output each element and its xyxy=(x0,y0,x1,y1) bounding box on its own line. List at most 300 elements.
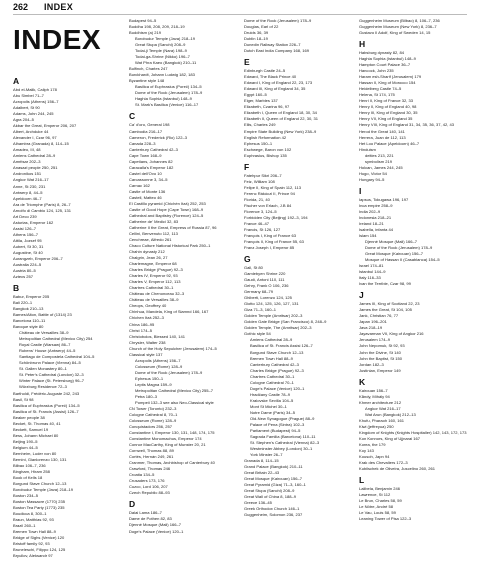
index-entry: Grand Palace (Bangkok) 210–11 xyxy=(244,464,303,470)
index-entry: Greece 136–45 xyxy=(244,500,272,506)
index-entry: Cathedral and Baptistry (Florence) 124–5 xyxy=(129,212,204,218)
index-entry: Herrera, Juan de 112, 113 xyxy=(359,134,406,140)
index-entry: Lalibela, Benjamin 246 xyxy=(359,486,400,492)
index-subentry: Metropolitan Cathedral (Mexico City) 255–7 xyxy=(135,387,214,393)
index-entry: CN Tower (Toronto) 232–3 xyxy=(129,405,177,411)
index-entry: Bangkok 210–13 xyxy=(13,306,44,312)
index-entry: Amiens Cathedral 28–9 xyxy=(13,153,56,159)
index-entry: Carcassonne 3, 34–5 xyxy=(129,176,168,182)
index-entry: Bess, Johann Michael 80 xyxy=(13,432,59,438)
index-entry: Kon Konnors, King of Ujjnarai 167 xyxy=(359,435,420,441)
index-entry: Ivan the Terrible, Czar 98, 99 xyxy=(359,281,411,287)
index-entry: Bilbao 106–7, 236 xyxy=(13,462,46,468)
index-entry: Guggenheim Museum (Bilbao) 8, 106–7, 236 xyxy=(359,18,440,23)
index-entry: Byzantine style 148 xyxy=(129,78,165,84)
index-entry: Giotto 124, 125, 126, 127, 131 xyxy=(244,301,299,307)
page-header xyxy=(0,0,480,18)
index-entry: Brazil 260–1 xyxy=(13,523,36,529)
index-entry: Chaco Culture National Historical Park 250–1 xyxy=(129,243,211,249)
index-entry: Guggenheim Museum (New York) 8, 236–7 xyxy=(359,24,437,30)
index-subentry: Borobudur Temple (Java) 218–19 xyxy=(135,36,195,42)
index-entry: Islam 154 xyxy=(359,232,377,238)
index-entry: Hinduism xyxy=(359,146,376,152)
index-letter-heading: G xyxy=(244,254,251,265)
index-entry: Augustine, St 40 xyxy=(13,249,43,255)
index-letter-heading: D xyxy=(129,499,136,510)
index-entry: Douglas, Earl of 22 xyxy=(244,24,279,30)
index-letter-heading: L xyxy=(359,475,365,486)
index-entry: Empire State Building (New York) 238–9 xyxy=(244,128,317,134)
index-entry: Gamlebyen Shrine 220 xyxy=(244,271,286,277)
index-subentry: Schönbrunn Palace (Vienna) 84–5 xyxy=(19,360,81,366)
index-entry: Ephesus 150–1 xyxy=(244,140,273,146)
index-entry: Bartholdi, Frédéric-Auguste 242, 243 xyxy=(13,390,80,396)
index-entry: Le Brun, Charles 58, 59 xyxy=(359,498,402,504)
index-subentry: Amiens Cathedral 28–9 xyxy=(250,337,293,343)
index-entry: Constantine I, Emperor 130, 131, 148, 174, 175 xyxy=(129,430,215,436)
index-entry: Agra 204–5 xyxy=(13,117,34,123)
index-subentry: St. Stephen's Cathedral (Vienna) 82–3 xyxy=(250,439,320,445)
index-entry: Elizabeth, Czarina 96, 97 xyxy=(244,104,290,110)
index-subentry: Kralovske Sevilla 104–5 xyxy=(250,397,294,403)
index-entry: Inca empire 258–9 xyxy=(359,202,393,208)
index-entry: Ferenc Rákóczi II, Prince 94 xyxy=(244,190,295,196)
index-entry: Gustavo Il Adolf, King of Sweden 14, 15 xyxy=(359,30,431,36)
index-entry: Alhambra (Granada) 8, 114–15 xyxy=(13,141,69,147)
index-subentry: Royal Castle (Warsaw) 86–7 xyxy=(19,342,71,348)
index-letter-heading: H xyxy=(359,39,366,50)
index-entry: Germany 68–79 xyxy=(244,289,274,295)
index-entry: Cape Town 168–9 xyxy=(129,152,162,158)
index-entry: Edward, The Black Prince 40 xyxy=(244,74,297,80)
index-entry: Boston Massacre (1770) 235 xyxy=(13,499,65,505)
index-entry: Le Vau, Louis 58, 59 xyxy=(359,510,396,516)
index-entry: Chrysler, Walter 238 xyxy=(129,339,166,345)
index-entry: Egypt 160–5 xyxy=(244,92,267,98)
index-subentry: Parliament (Budapest) 94–5 xyxy=(250,427,301,433)
index-subentry: Palace of Pena (Sintra) 102–3 xyxy=(250,421,305,427)
index-subentry: Cologne Cathedral 70–1 xyxy=(250,379,294,385)
index-entry: Francis, St 126, 127 xyxy=(244,226,281,232)
index-entry: India 202–9 xyxy=(359,208,381,214)
index-column-3 xyxy=(244,18,352,518)
index-entry: Albert, Archduke 44 xyxy=(13,129,49,135)
index-subentry: St. Mark's Basilica (Venice) 116–17 xyxy=(135,102,199,108)
index-entry: Chichen Itzá 252–3 xyxy=(129,315,164,321)
index-subentry: Acropolis (Athens) 156–7 xyxy=(135,357,181,363)
index-entry: Holcan, James 244, 245 xyxy=(359,164,403,170)
index-entry: Basilica of Euphrasius (Poreč) 134–5 xyxy=(13,402,80,408)
index-entry: John Nepomuk, St 92, 93 xyxy=(359,343,405,349)
index-entry: Barnes/Alton, Battle of (1314) 23 xyxy=(13,312,72,318)
index-entry: Henry III, King of England 30, 35 xyxy=(359,110,418,116)
index-entry: Edinburgh Castle 24–5 xyxy=(244,68,286,74)
index-entry: Arnolfo di Cambio 124, 125, 131 xyxy=(13,207,72,213)
index-entry: Kairouan 156–7 xyxy=(359,387,388,393)
index-entry: Henry II, King of England 40, 98 xyxy=(359,104,417,110)
index-entry: Henry VII, King of England 35 xyxy=(359,116,413,122)
index-entry: Château de Chenonceau 32–3 xyxy=(129,291,185,297)
index-entry: Eiger, Marbles 137 xyxy=(244,98,278,104)
index-entry: Leaning Tower of Pisa 122–3 xyxy=(359,516,412,522)
index-entry: Bernini, Gianlorenzo 130, 131 xyxy=(13,456,67,462)
index-entry: Beaker people 38 xyxy=(13,414,45,420)
index-entry: Ara de Triomphe (Paris) 8, 26–7 xyxy=(13,201,71,207)
index-entry: Greek Orthodox Church 146–1 xyxy=(244,506,300,512)
index-entry: Christ 174–5 xyxy=(129,327,152,333)
index-entry: Andronikos 151 xyxy=(13,171,42,177)
index-entry: Chinhua, Mandela, King of Siamnd 166, 167 xyxy=(129,309,209,315)
index-entry: Antwerp 8, 44–5 xyxy=(13,189,43,195)
index-subentry: Winter Palace (St. Petersburg) 96–7 xyxy=(19,378,85,384)
index-entry: François I, King of France 63 xyxy=(244,232,296,238)
index-entry: Acropolis (Athens) 156–7 xyxy=(13,99,59,105)
index-subentry: Mont St Michel 30–1 xyxy=(250,403,287,409)
index-entry: Christobolos, Blessed 140, 141 xyxy=(129,333,186,339)
index-entry: Athens 156–7 xyxy=(13,231,38,237)
index-entry: Borobudur Temple (Java) 218–19 xyxy=(13,487,73,492)
index-entry: Great Pyramid (Giza) 71–3, 160–1 xyxy=(244,482,306,488)
index-subentry: Westminster Abbey (London) 30–1 xyxy=(250,446,313,451)
index-entry: Gaudí, Antoni 110, 111 xyxy=(244,277,285,283)
index-letter-heading: E xyxy=(244,57,250,68)
index-entry: Feiz, William 108 xyxy=(244,178,275,184)
index-subentry: Great Mosque (Kairouan) 156–7 xyxy=(365,251,424,257)
index-entry: Herod the Great 140, 141 xyxy=(359,128,405,134)
index-entry: Bingham, Hiram 258 xyxy=(13,468,50,474)
index-entry: Castell, Matteo 46 xyxy=(129,194,162,200)
index-entry: Ireland 18–21 xyxy=(359,220,384,226)
index-entry: Euphrasius, Bishop 135 xyxy=(244,152,287,158)
index-entry: Gehry, Frank O 106, 236 xyxy=(244,283,289,289)
index-entry: Cornwell, Thomas 88, 89 xyxy=(129,448,174,454)
index-entry: Het Loo Palace (Apeldoorn) 46–7 xyxy=(359,140,420,146)
index-entry: Jank, Christian 76, 77 xyxy=(359,313,399,319)
index-entry: Kåndy, Mihály 94 xyxy=(359,393,390,399)
index-entry: Canada 228–3 xyxy=(129,140,156,146)
index-entry: Felipe II, King of Spain 112, 113 xyxy=(244,184,301,190)
index-entry: Canterbury Cathedral 42–3 xyxy=(129,146,178,152)
index-entry: Beijing 190–5 xyxy=(13,438,38,444)
index-entry: Ghiberti, Lorenzo 124, 125 xyxy=(244,295,292,301)
index-entry: Dame de Pothen 82, 83 xyxy=(129,516,172,522)
index-entry: Carnac 162 xyxy=(129,182,150,188)
index-entry: Hancock, John 235 xyxy=(359,68,394,74)
index-entry: Braun, Matthias 92, 93 xyxy=(13,517,54,523)
index-subentry: Todai-ji Temple (Nara) 198–9 xyxy=(135,48,187,54)
index-entry: Angkor Wat 216–17 xyxy=(13,177,49,183)
index-subentry: Hradčany Castle 78–9 xyxy=(250,391,291,397)
index-entry: Croatia 134–5 xyxy=(129,472,155,478)
index-entry: Chartres Cathedral 30–1 xyxy=(129,285,174,291)
index-subentry: Great Stupa (Sanchi) 208–9 xyxy=(135,42,186,48)
index-entry: Akbar the Great, Emperor 206, 207 xyxy=(13,123,77,129)
index-entry: Basil, St 98 xyxy=(13,396,34,402)
index-entry: Boston 234–5 xyxy=(13,493,38,499)
index-entry: Koy 143 xyxy=(359,447,374,453)
index-entry: Haghia Sophia (Istanbul) 148–9 xyxy=(359,56,416,62)
index-entry: Assisi 126–7 xyxy=(13,225,36,231)
index-subentry: St. Peter's Cathedral (London) 32–3 xyxy=(19,372,84,378)
index-entry: Haram esh-Sharif (Jerusalem) 179 xyxy=(359,74,422,80)
index-entry: Eschwege, Baron von 102 xyxy=(244,146,292,152)
index-entry: John the Baptist, St 150 xyxy=(359,355,402,361)
index-entry: Doge's Palace (Venice) 120–1 xyxy=(129,528,184,534)
index-entry: Italy 116–33 xyxy=(359,275,381,281)
index-entry: Boston Tea Party (1773) 235 xyxy=(13,505,65,511)
index-entry: Barcelona 110–11 xyxy=(13,318,46,324)
index-letter-heading: C xyxy=(129,111,136,122)
index-entry: Charles V, Emperor 112, 113 xyxy=(129,279,181,285)
index-entry: James the Great, St 104, 105 xyxy=(359,307,412,313)
index-subentry: Doge's Palace (Venice) 120–1 xyxy=(250,385,305,391)
index-entry: Buddhism (a) 219 xyxy=(129,30,161,36)
index-entry: Capetians, Johannes 82 xyxy=(129,158,173,164)
index-entry: Anne, St 230, 231 xyxy=(13,183,46,189)
index-entry: Great Stupa (Sanchi) 208–9 xyxy=(244,488,295,494)
index-entry: Dome of the Rock (Jerusalem) 178–9 xyxy=(244,18,312,23)
index-entry: Khufu, Pharaoh 160, 161 xyxy=(359,417,405,423)
index-subentry: symbolism 219 xyxy=(365,158,392,164)
index-entry: Amritsar 202–3 xyxy=(13,159,41,165)
index-subentry: Würzburg Residence 72–3 xyxy=(19,384,67,390)
index-entry: Justinian, Emperor 149 xyxy=(359,367,401,373)
index-entry: Cenchreae, Alfredo 261 xyxy=(129,237,172,243)
index-entry: Bernheim, Luder von 80 xyxy=(13,450,57,456)
index-entry: Adalbert, St 90 xyxy=(13,105,40,111)
index-entry: Heidelberg Castle 74–5 xyxy=(359,86,402,92)
index-subentry: Colosseum (Rome) 128–9 xyxy=(135,363,183,369)
index-entry: China 186–95 xyxy=(129,321,155,327)
index-entry: Australia 224–5 xyxy=(13,261,42,267)
index-entry: Amadeo, III, 48 xyxy=(13,147,41,153)
index-column-1 xyxy=(13,73,121,559)
index-entry: Baroque style 80 xyxy=(13,324,44,330)
index-subentry: Leptis Magna 159–9 xyxy=(135,381,172,387)
index-entry: Chalgrin, Jean 26, 27 xyxy=(129,255,168,261)
index-subentry: St. Gallen Monastery 80–1 xyxy=(19,366,67,372)
index-letter-heading: F xyxy=(244,161,250,172)
index-subentry: Rubens' House (Antwerp) 44–5 xyxy=(19,348,76,354)
index-entry: Java 218–19 xyxy=(359,325,383,331)
index-entry: Giza 71–3, 160–1 xyxy=(244,307,276,313)
index-subentry: Sagrada Familia (Barcelona) 110–11 xyxy=(250,433,316,439)
index-entry: Granada 8, 114–15 xyxy=(244,458,279,464)
index-subentry: Angkor Wat 216–17 xyxy=(365,405,401,411)
index-subentry: Santiago de Compostela Cathedral 104–5 xyxy=(19,354,95,360)
index-entry: Aurangzeb, Emperor 206–7 xyxy=(13,255,63,261)
index-entry: Golden Temple, The (Amritsar) 202–3 xyxy=(244,325,312,331)
index-entry: Ca' d'oro, General 198 xyxy=(129,122,170,128)
index-entry: Castle of Monte 136 xyxy=(129,188,166,194)
index-entry: Buddha 198, 208, 209, 218–19 xyxy=(129,24,185,30)
index-entry: Bremen Town Hall 88–9 xyxy=(13,529,56,535)
index-entry: Japan 196–201 xyxy=(359,319,387,325)
index-entry: Charles IV, Emperor 92, 93 xyxy=(129,273,178,279)
index-entry: Krak des Chevaliers 172–3 xyxy=(359,460,408,465)
index-entry: Jordan 182–3 xyxy=(359,361,384,367)
index-entry: Catherine II the Great, Empress of Russia 87, 96 xyxy=(129,225,217,230)
index-entry: Forbidden City (Beijing) 192–3, 194 xyxy=(244,214,308,220)
index-entry: Beckett, Samuel 19 xyxy=(13,426,49,432)
index-entry: Budapest 94–5 xyxy=(129,18,157,23)
index-entry: Djenné Mosque (Mali) 166–7 xyxy=(129,522,181,528)
index-entry: Kubilschek de Oliveira, Juscelino 260, 261 xyxy=(359,466,436,472)
index-entry: Istanbul 144–9 xyxy=(359,269,386,275)
index-entry: Isabella, infanta 44 xyxy=(359,226,393,232)
index-entry: Constantine Monomachus, Emperor 174 xyxy=(129,436,202,442)
index-entry: Elizabeth II, Queen of England 22, 30, 31 xyxy=(244,116,319,122)
index-entry: François II, King of France 55, 63 xyxy=(244,239,304,244)
index-column-4 xyxy=(359,18,467,522)
index-entry: Golden Gate Bridge (San Francisco) 8, 248–9 xyxy=(244,319,327,325)
index-entry: Gall, St 80 xyxy=(244,265,263,271)
index-entry: Edward III, King of England 34, 35 xyxy=(244,86,306,92)
index-entry: Bruneleschi, Filippo 124, 125 xyxy=(13,547,66,553)
index-entry: Abu Simbel 71–7 xyxy=(13,93,44,99)
index-entry: Great Britain 22–43 xyxy=(244,470,280,476)
index-entry: Edward I, King of England 22, 23, 173 xyxy=(244,80,313,86)
index-subentry: Pompeii 132–3 see also Neo-Classical style xyxy=(135,399,214,405)
index-subentry: Mosque of Hassan II (Casablanca) 154–5 xyxy=(365,257,440,263)
index-entry: Château de Versailles 38–9 xyxy=(129,297,179,303)
index-entry: Henry VIII, King of England 31, 34, 35, 36, 37, 42, 43 xyxy=(359,122,454,128)
index-entry: Cortés, Hernán 249, 261 xyxy=(129,454,174,460)
index-entry: Conquistadors 256, 257 xyxy=(129,424,172,430)
index-subentry: Todai-ga-Shrine (Nikko) 196–7 xyxy=(135,54,190,60)
running-header-title: INDEX xyxy=(44,2,74,12)
index-entry: Bali 220–1 xyxy=(13,300,33,306)
index-entry: Jayavarman VII, King of Angkor 216 xyxy=(359,331,424,337)
index-entry: Dublin 18–19 xyxy=(244,36,268,42)
index-entry: Le Nôtre, André 58 xyxy=(359,504,393,510)
index-entry: Bulfinch, Charles 247 xyxy=(129,66,168,72)
index-entry: Hassan II, King of Morocco 154 xyxy=(359,80,416,86)
page-title: INDEX xyxy=(13,24,102,55)
index-subentry: Ephesus 150–1 xyxy=(135,375,164,381)
index-entry: Helena, St 174, 175 xyxy=(359,92,395,98)
index-entry: Habsburg dynasty 82, 84 xyxy=(359,50,404,56)
index-entry: Connor MacCarthy, King of Munster 20, 21 xyxy=(129,442,206,448)
index-entry: Cheops, Geoffrey 40 xyxy=(129,303,167,309)
index-entry: Hungary 94–5 xyxy=(359,176,385,182)
index-entry: Dutch East India Company 168, 169 xyxy=(244,48,310,54)
index-entry: Great Wall of China 8, 188–9 xyxy=(244,494,297,500)
index-entry: Czech Republic 88–93 xyxy=(129,490,170,496)
index-entry: Charlemagne, Emperor 68 xyxy=(129,261,177,267)
index-entry: Golden Temple (Amritsar) 202–3 xyxy=(244,313,303,319)
index-entry: France 46–47 xyxy=(244,220,269,226)
index-subentry: Basilica of St. Francis Assisi 126–7 xyxy=(250,343,313,349)
index-subentry: Dome of the Rock (Jerusalem) 178–9 xyxy=(135,90,203,96)
index-entry: Crusaders 173, 176 xyxy=(129,478,165,484)
index-entry: Indonesia 218–21 xyxy=(359,214,392,220)
index-subentry: Canterbury Cathedral 42–3 xyxy=(250,361,299,367)
index-entry: Bryullov, Aleksandr 97 xyxy=(13,553,53,559)
index-letter-heading: A xyxy=(13,76,20,86)
index-subentry: Haghia Sophia (Istanbul) 148–9 xyxy=(135,96,192,102)
index-entry: Hugo, Victor 54 xyxy=(359,170,387,176)
index-letter-heading: K xyxy=(359,376,366,387)
index-subentry: Notre Dame (Paris) 34–5 xyxy=(250,409,295,415)
index-entry: Dalai Lama 186–7 xyxy=(129,510,162,516)
index-entry: Asturias, Emperor 162 xyxy=(13,219,54,225)
index-entry: Cellini, Benvenuto 112, 113 xyxy=(129,231,178,237)
index-entry: Bristoff family 92, 93 xyxy=(13,541,50,547)
index-column-2 xyxy=(129,18,237,535)
index-entry: Jerusalem 174–9 xyxy=(359,337,391,343)
index-entry: Cranmer, Thomas, Archbishop of Canterbury 40 xyxy=(129,460,215,466)
index-subentry: Dome of the Rock (Jerusalem) 178–9 xyxy=(135,369,203,375)
index-letter-heading: B xyxy=(13,283,20,293)
index-subentry: York Minster 26–7 xyxy=(250,452,283,458)
index-entry: Fatehpur Sikri 206–7 xyxy=(244,172,282,178)
index-entry: Dunedin Railway Station 226–7 xyxy=(244,42,301,48)
index-entry: El Castillo pyramid (Chichén Itzá) 252, 253 xyxy=(129,200,206,206)
index-entry: Florence 3, 124–5 xyxy=(244,208,277,214)
index-entry: Ellis, Charles 249 xyxy=(244,122,276,128)
index-subentry: Metropolitan Cathedral (Mexico City) 254 xyxy=(19,336,93,342)
index-entry: Great Mosque (Kairouan) 156–7 xyxy=(244,476,303,482)
index-entry: Burckhardt, Johann Ludwig 182, 183 xyxy=(129,72,195,78)
index-entry: Book of Kells 18 xyxy=(13,474,43,480)
index-subentry: Wat Arun (Bangkok) 212–13 xyxy=(365,411,416,417)
index-entry: Attila, Jozsef 95 xyxy=(13,237,42,243)
index-entry: Alexander I, Czar 96, 97 xyxy=(13,135,57,141)
index-entry: Basilica of St. Francis (Assisi) 126–7 xyxy=(13,408,79,414)
header-rule xyxy=(13,14,467,15)
index-subentry: Dome of the Rock (Jerusalem) 178–9 xyxy=(365,245,433,251)
index-entry: Franz Joseph I, Emperor 85 xyxy=(244,245,295,251)
index-letter-heading: I xyxy=(359,185,362,196)
index-subentry: Chartres Cathedral 30–1 xyxy=(250,373,295,379)
index-entry: Cuzco, Lord 106, 207 xyxy=(129,484,168,490)
index-subentry: deities 213, 221 xyxy=(365,152,394,158)
index-entry: Druids 36, 39 xyxy=(244,30,269,36)
index-entry: Kingdom of Knights (Knights Hospitaller) 142, 143, 172, 173 xyxy=(359,429,467,435)
index-entry: John the Divine, St 140 xyxy=(359,349,401,355)
index-subentry: Borgund Stave Church 12–13 xyxy=(250,349,304,355)
index-entry: Khmer architecture 212 xyxy=(359,399,402,405)
index-entry: English Reformation 42 xyxy=(244,134,287,140)
index-entry: Cambodia 216–17 xyxy=(129,128,163,134)
index-entry: Charles Bridge (Prague) 92–3 xyxy=(129,267,183,273)
index-entry: Anasazi people 250, 251 xyxy=(13,165,58,171)
index-entry: Borgund Stave Church 12–13 xyxy=(13,480,67,486)
index-subentry: Basilica of Euphrasius (Poreč) 134–5 xyxy=(135,84,202,90)
index-entry: Henri II, King of France 32, 33 xyxy=(359,98,413,104)
index-entry: Crawford, Thomas 246 xyxy=(129,466,171,472)
index-entry: Aubert, St 30, 31 xyxy=(13,243,44,249)
page-number: 262 xyxy=(13,2,29,12)
index-entry: Caracalla's Emperor 182 xyxy=(129,164,174,170)
index-entry: Church of the Holy Sepulcher (Jerusalem) 174–5 xyxy=(129,345,217,351)
index-entry: Iapsus, Tokugawa 196, 197 xyxy=(359,196,409,202)
index-entry: Abd el-Malik, Caliph 178 xyxy=(13,87,57,92)
index-entry: Lawrence, St 112 xyxy=(359,492,391,498)
index-entry: Babur, Emperor 205 xyxy=(13,294,50,299)
index-entry: Kousoh, Japn 94 xyxy=(359,453,390,459)
index-entry: Austria 80–5 xyxy=(13,267,36,273)
index-entry: Chahin dynasty 212 xyxy=(129,249,165,255)
index-entry: Cameron, Frederick (Rio) 122–3 xyxy=(129,134,188,140)
index-entry: Apeldoorn 46–7 xyxy=(13,195,42,201)
index-entry: Colosseum (Rome) 128–9 xyxy=(129,418,177,423)
index-entry: Belgium 44–5 xyxy=(13,444,38,450)
index-subentry: Château de Versailles 38–9 xyxy=(19,330,69,336)
index-entry: Becket, St. Thomas 40, 41 xyxy=(13,420,61,426)
index-subentry: Wat Phra Kaeo (Bangkok) 210–11 xyxy=(135,60,197,66)
